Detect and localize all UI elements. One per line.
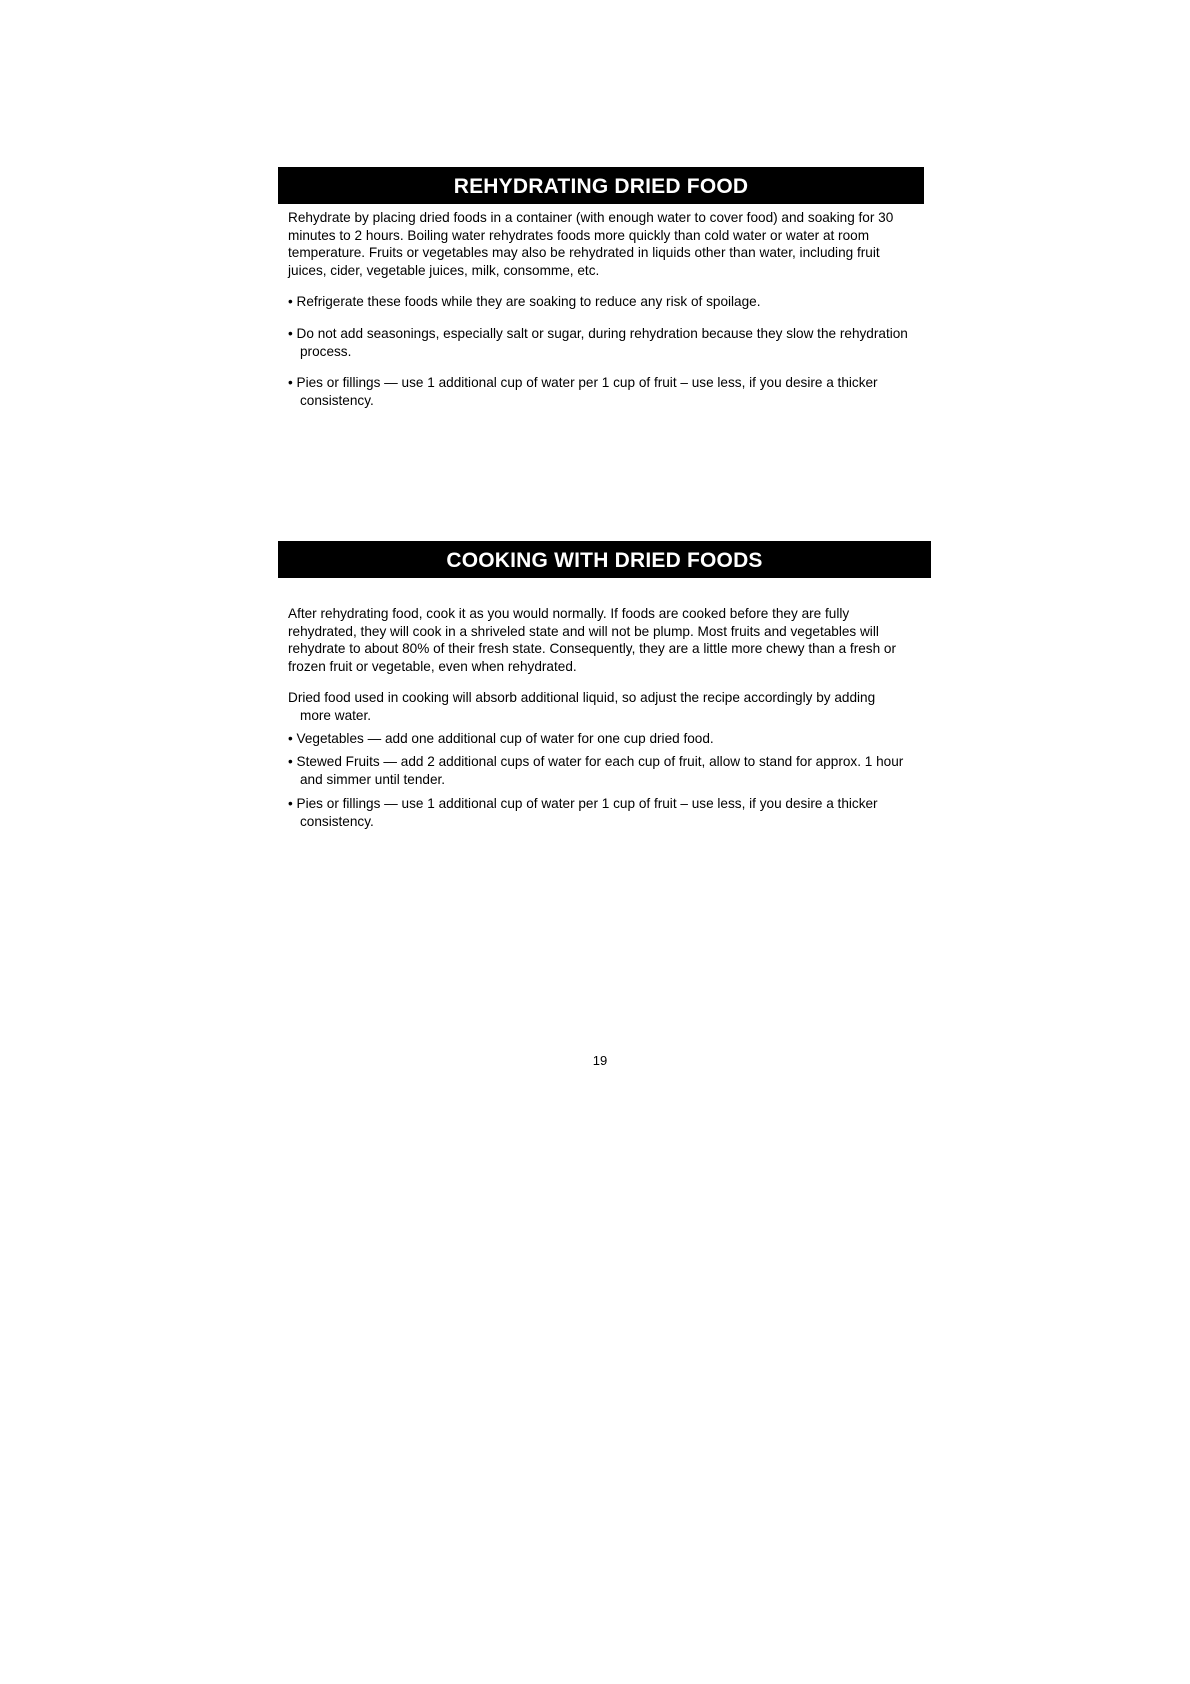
bullet-text: • Vegetables — add one additional cup of water for one cup dried food. bbox=[288, 731, 714, 746]
bullet-text: • Refrigerate these foods while they are soaking to reduce any risk of spoilage. bbox=[288, 294, 761, 309]
bullet-text: • Stewed Fruits — add 2 additional cups of water for each cup of fruit, allow to stand for approx. 1 hour and simmer until tender. bbox=[288, 754, 904, 787]
bullet-text: • Pies or fillings — use 1 additional cup of water per 1 cup of fruit – use less, if you desire a thicker consistency. bbox=[288, 796, 878, 829]
bullet-text: • Pies or fillings — use 1 additional cup of water per 1 cup of fruit – use less, if you desire a thicker consistency. bbox=[288, 375, 878, 408]
list-item bbox=[288, 325, 908, 360]
list-item bbox=[288, 795, 908, 830]
rehydrating-intro-paragraph bbox=[288, 209, 908, 279]
section-heading-cooking: COOKING WITH DRIED FOODS bbox=[278, 541, 931, 578]
page-number: 19 bbox=[592, 1053, 608, 1068]
bullet-text: • Do not add seasonings, especially salt or sugar, during rehydration because they slow the rehydration process. bbox=[288, 326, 908, 359]
list-item bbox=[288, 293, 908, 311]
section-heading-rehydrating: REHYDRATING DRIED FOOD bbox=[278, 167, 924, 204]
paragraph-text: Dried food used in cooking will absorb additional liquid, so adjust the recipe accordingly by adding more water. bbox=[288, 690, 876, 723]
paragraph-text: After rehydrating food, cook it as you would normally. If foods are cooked before they are fully rehydrated, they will cook in a shriveled state and will not be plump. Most fruits and vegetables will rehydrate to about 80% of their fresh state. Consequently, they are a little more chewy than a fresh or frozen fruit or vegetable, even when rehydrated. bbox=[288, 606, 897, 674]
list-item bbox=[288, 753, 908, 788]
cooking-intro-paragraph bbox=[288, 605, 908, 675]
paragraph-text: Rehydrate by placing dried foods in a container (with enough water to cover food) and soaking for 30 minutes to 2 hours. Boiling water rehydrates foods more quickly than cold water or water at room temperature. Fruits or vegetables may also be rehydrated in liquids other than water, including fruit juices, cider, vegetable juices, milk, consomme, etc. bbox=[288, 210, 894, 278]
list-item bbox=[288, 374, 908, 409]
list-item bbox=[288, 730, 908, 748]
cooking-second-paragraph bbox=[288, 689, 908, 724]
